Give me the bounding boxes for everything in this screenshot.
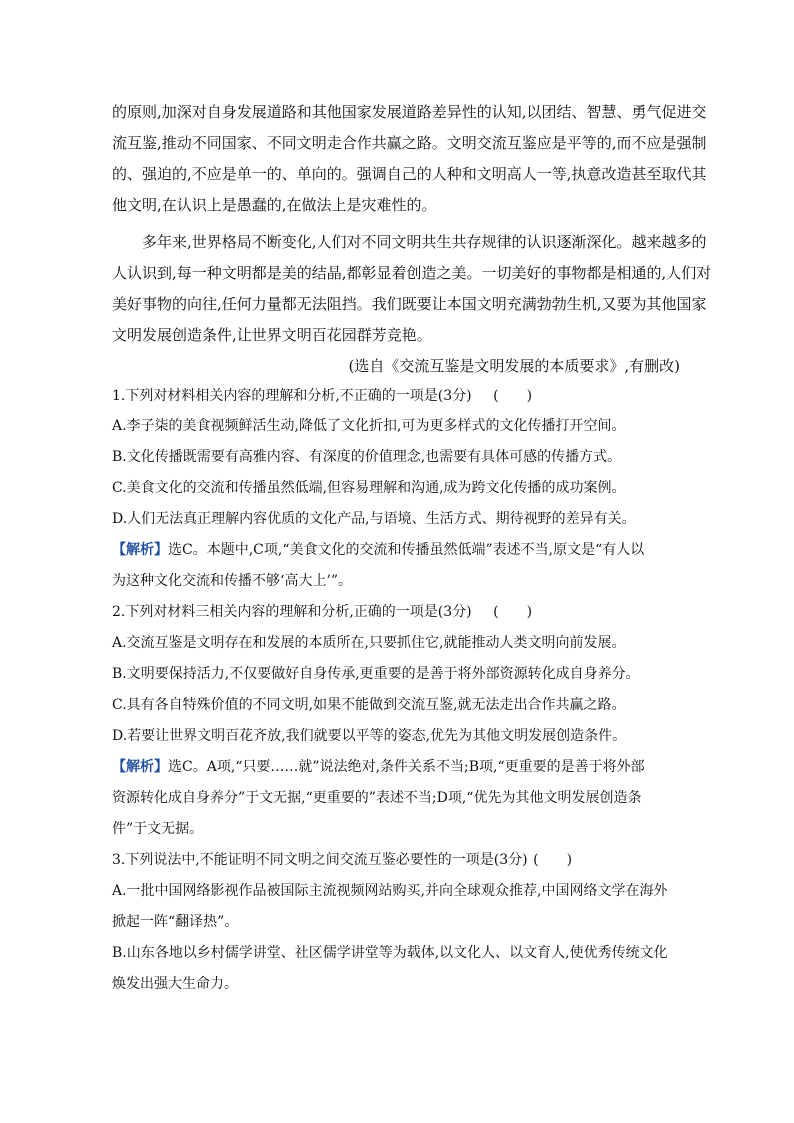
analysis-tag: 【解析】 bbox=[112, 759, 168, 775]
passage-line: 的原则,加深对自身发展道路和其他国家发展道路差异性的认知,以团结、智慧、勇气促进交 bbox=[112, 103, 707, 121]
passage-line: 流互鉴,推动不同国家、不同文明走合作共赢之路。文明交流互鉴应是平等的,而不应是强制 bbox=[112, 134, 707, 152]
question-stem bbox=[112, 850, 692, 870]
option-c: C.具有各自特殊价值的不同文明,如果不能做到交流互鉴,就无法走出合作共赢之路。 bbox=[112, 697, 626, 713]
analysis-text: 件”于文无据。 bbox=[112, 821, 204, 837]
option-a: A.李子柒的美食视频鲜活生动,降低了文化折扣,可为更多样式的文化传播打开空间。 bbox=[112, 418, 626, 434]
passage-line: 他文明,在认识上是愚蠢的,在做法上是灾难性的。 bbox=[112, 196, 437, 214]
passage-line: 的、强迫的,不应是单一的、单向的。强调自己的人种和文明高人一等,执意改造甚至取代其 bbox=[112, 165, 707, 183]
analysis-text: 选C。本题中,C项,“美食文化的交流和传播虽然低端”表述不当,原文是“有人以 bbox=[168, 542, 645, 558]
passage-line: 多年来,世界格局不断变化,人们对不同文明共生共存规律的认识逐渐深化。越来越多的 bbox=[142, 233, 707, 251]
option-a: A.交流互鉴是文明存在和发展的本质所在,只要抓住它,就能推动人类文明向前发展。 bbox=[112, 635, 626, 651]
analysis-text: 为这种文化交流和传播不够‘高大上’”。 bbox=[112, 573, 353, 589]
option-b: B.文化传播既需要有高雅内容、有深度的价值理念,也需要有具体可感的传播方式。 bbox=[112, 449, 622, 465]
answer-paren: ( ) bbox=[493, 604, 533, 620]
option-b: B.文明要保持活力,不仅要做好自身传承,更重要的是善于将外部资源转化成自身养分。 bbox=[112, 666, 640, 682]
question-stem-text: 2.下列对材料三相关内容的理解和分析,正确的一项是(3分) bbox=[112, 604, 472, 620]
analysis-text: 选C。A项,“只要……就”说法绝对,条件关系不当;B项,“更重要的是善于将外部 bbox=[168, 759, 645, 775]
option-c: C.美食文化的交流和传播虽然低端,但容易理解和沟通,成为跨文化传播的成功案例。 bbox=[112, 480, 626, 496]
passage-line: 人认识到,每一种文明都是美的结晶,都彰显着创造之美。一切美好的事物都是相通的,人们对 bbox=[112, 264, 712, 282]
passage-line: 美好事物的向往,任何力量都无法阻挡。我们既要让本国文明充满勃勃生机,又要为其他国家 bbox=[112, 295, 707, 313]
question-stem-text: 1.下列对材料相关内容的理解和分析,不正确的一项是(3分) bbox=[112, 388, 472, 404]
question-stem-text: 3.下列说法中,不能证明不同文明之间交流互鉴必要性的一项是(3分) bbox=[112, 852, 528, 868]
analysis-tag: 【解析】 bbox=[112, 542, 168, 558]
passage-line: 文明发展创造条件,让世界文明百花园群芳竞艳。 bbox=[112, 326, 432, 344]
option-b: B.山东各地以乡村儒学讲堂、社区儒学讲堂等为载体,以文化人、以文育人,使优秀传统文化 bbox=[112, 945, 668, 961]
option-a: A.一批中国网络影视作品被国际主流视频网站购买,并向全球观众推荐,中国网络文学在海外 bbox=[112, 883, 668, 899]
question-stem bbox=[112, 386, 692, 406]
option-d: D.人们无法真正理解内容优质的文化产品,与语境、生活方式、期待视野的差异有关。 bbox=[112, 511, 636, 527]
option-a-continued: 掀起一阵“翻译热”。 bbox=[112, 914, 239, 930]
analysis bbox=[112, 757, 692, 777]
question-stem bbox=[112, 602, 692, 622]
option-d: D.若要让世界文明百花齐放,我们就要以平等的姿态,优先为其他文明发展创造条件。 bbox=[112, 728, 627, 744]
analysis bbox=[112, 540, 692, 560]
analysis-text: 资源转化成自身养分”于文无据,“更重要的”表述不当;D项,“优先为其他文明发展创造条 bbox=[112, 790, 642, 806]
passage-source: (选自《交流互鉴是文明发展的本质要求》,有删改) bbox=[348, 357, 680, 375]
answer-paren: ( ) bbox=[493, 388, 533, 404]
option-b-continued: 焕发出强大生命力。 bbox=[112, 976, 238, 992]
answer-paren: ( ) bbox=[533, 852, 573, 868]
